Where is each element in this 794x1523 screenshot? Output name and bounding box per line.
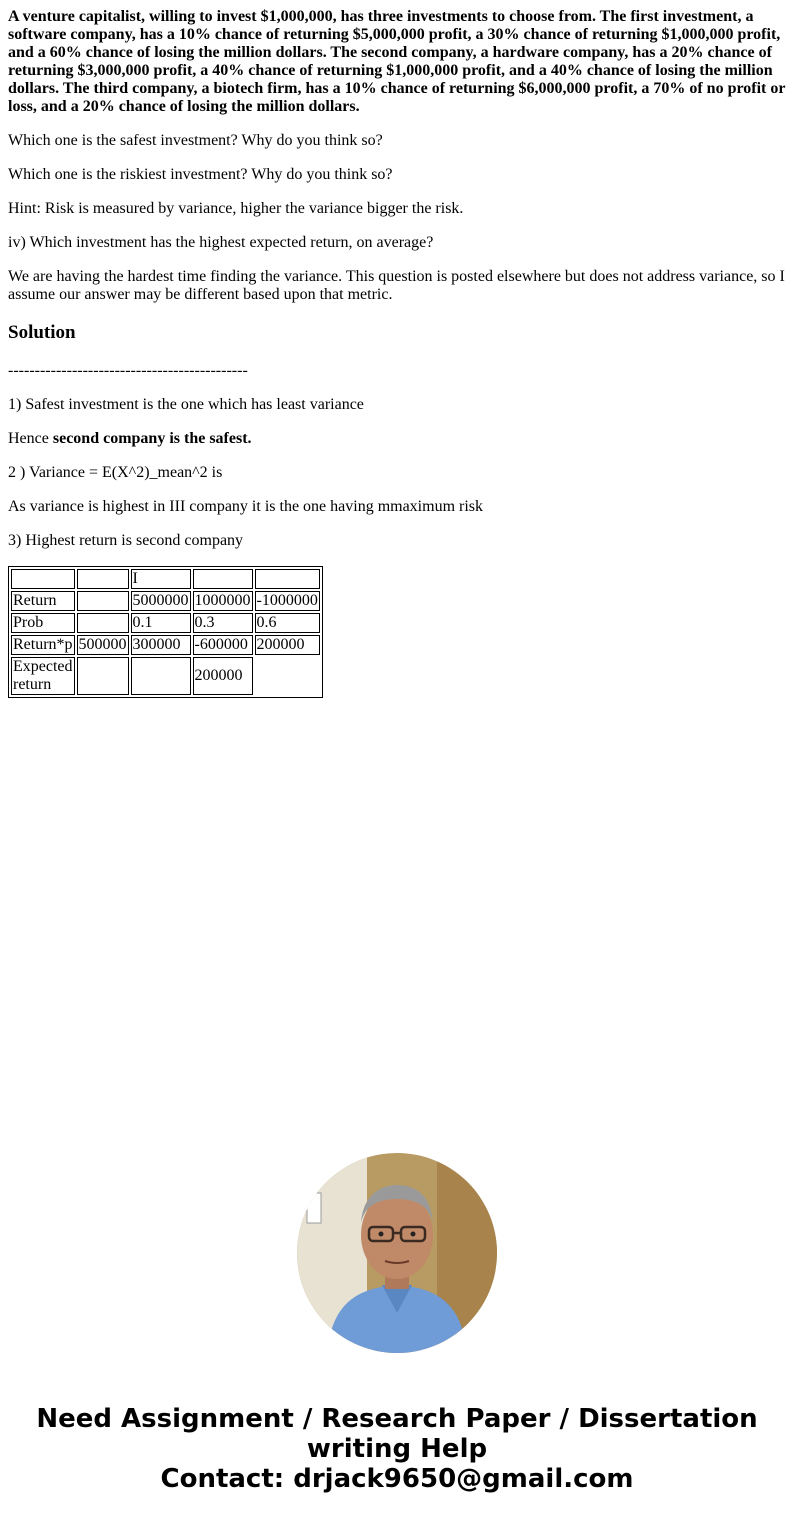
solution-line-3: As variance is highest in III company it is the one having mmaximum risk xyxy=(8,498,484,515)
solution-line-4: 3) Highest return is second company xyxy=(8,532,244,549)
solution-line-1: 1) Safest investment is the one which has least variance xyxy=(8,396,364,413)
table-cell xyxy=(77,613,129,633)
table-row xyxy=(11,613,320,633)
banner-contact: Contact: drjack9650@gmail.com xyxy=(160,1464,634,1494)
calculation-table xyxy=(8,566,323,698)
table-cell: -1000000 xyxy=(256,592,318,609)
table-cell: 1000000 xyxy=(194,592,251,609)
table-cell: 200000 xyxy=(193,657,253,695)
table-cell: Return xyxy=(11,591,75,611)
question-text: A venture capitalist, willing to invest $1,000,000, has three investments to choose from. The first investment, a software company, has a 10% chance of returning $5,000,000 profit, a 30% chance of returning $1,000,000 profit, and a 60% chance of losing the million dollars. The second company, a hardware company, has a 20% chance of returning $3,000,000 profit, a 40% chance of returning $1,000,000 profit, and a 40% chance of losing the million dollars. The third company, a biotech firm, has a 10% chance of returning $6,000,000 profit, a 70% of no profit or loss, and a 20% chance of losing the million dollars. xyxy=(8,8,786,115)
table-cell: 0.6 xyxy=(255,613,320,633)
solution-heading: Solution xyxy=(8,322,76,343)
table-cell xyxy=(193,569,253,589)
table-row xyxy=(11,591,320,611)
banner-line-2: writing Help xyxy=(306,1434,488,1464)
table-cell xyxy=(255,569,320,589)
hence-prefix: Hence xyxy=(8,430,53,447)
table-cell: 500000 xyxy=(78,636,127,653)
table-cell: 0.3 xyxy=(193,613,253,633)
question-safest: Which one is the safest investment? Why do you think so? xyxy=(8,132,383,149)
hence-bold: second company is the safest. xyxy=(52,430,252,447)
table-cell: 200000 xyxy=(255,635,320,655)
table-cell xyxy=(131,657,191,695)
table-cell xyxy=(77,591,129,611)
solution-hence xyxy=(8,430,786,448)
table-cell: 5000000 xyxy=(132,592,189,609)
table-cell: Return*p xyxy=(13,636,73,653)
table-cell xyxy=(77,569,129,589)
question-note: We are having the hardest time finding the variance. This question is posted elsewhere but does not address variance, so I assume our answer may be different based upon that metric. xyxy=(8,268,785,303)
separator-dashes: --------------------------------------------- xyxy=(8,362,248,379)
table-cell: I xyxy=(131,569,191,589)
table-row xyxy=(11,569,320,589)
promo-banner xyxy=(0,1404,794,1494)
table-cell: 300000 xyxy=(131,635,191,655)
question-expected-return: iv) Which investment has the highest expected return, on average? xyxy=(8,234,434,251)
table-row xyxy=(11,657,320,695)
table-cell xyxy=(11,569,75,589)
table-cell: Prob xyxy=(11,613,75,633)
person-photo-icon xyxy=(297,1153,497,1353)
table-cell xyxy=(77,657,129,695)
table-cell: Expected return xyxy=(11,657,75,695)
table-cell xyxy=(255,657,320,695)
solution-line-2: 2 ) Variance = E(X^2)_mean^2 is xyxy=(8,464,223,481)
table-cell: -600000 xyxy=(193,635,253,655)
table-cell: 0.1 xyxy=(131,613,191,633)
author-avatar xyxy=(297,1153,497,1353)
table-row xyxy=(11,635,320,655)
banner-line-1: Need Assignment / Research Paper / Dissertation xyxy=(36,1404,758,1434)
question-hint: Hint: Risk is measured by variance, higher the variance bigger the risk. xyxy=(8,200,464,217)
question-riskiest: Which one is the riskiest investment? Why do you think so? xyxy=(8,166,393,183)
page-content xyxy=(8,8,786,698)
